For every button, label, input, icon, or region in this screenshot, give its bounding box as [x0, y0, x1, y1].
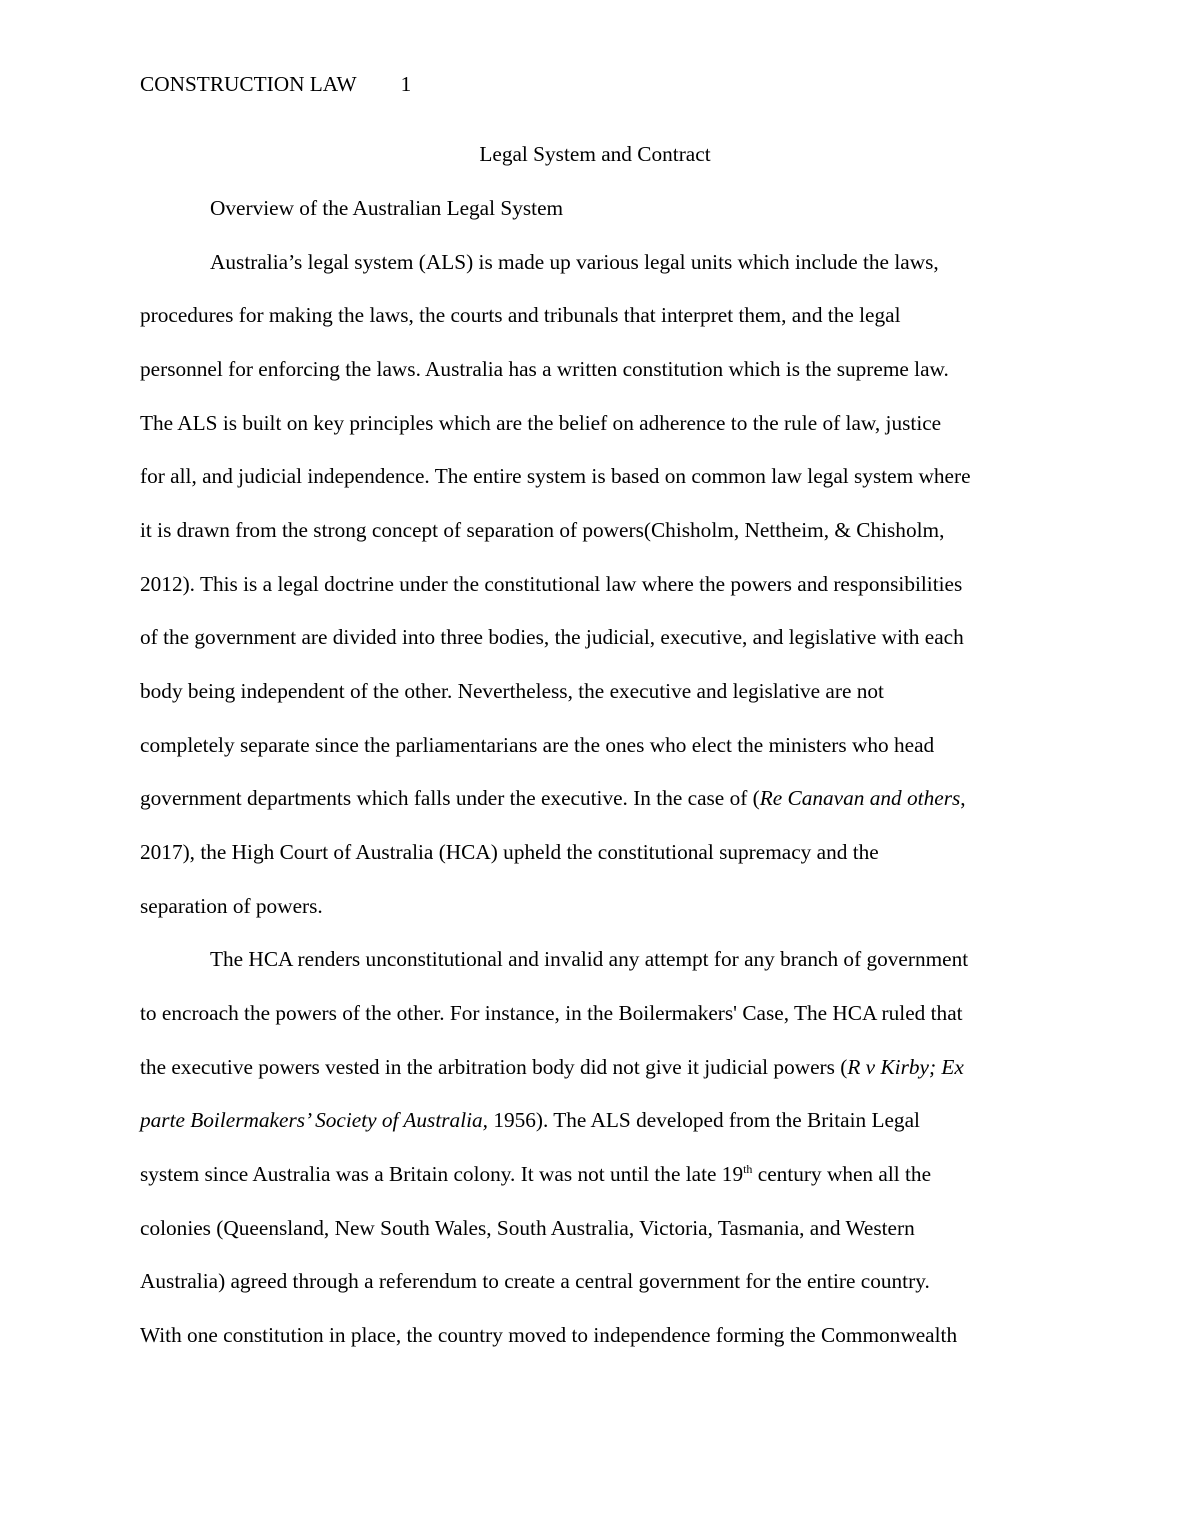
text-run: 1956). The ALS developed from the Britain Legal [488, 1108, 920, 1132]
text-run: century when all the [752, 1162, 932, 1186]
paragraph-line: Australia’s legal system (ALS) is made up various legal units which include the laws, [210, 250, 939, 274]
running-title: CONSTRUCTION LAW [140, 72, 357, 96]
page-number: 1 [400, 72, 412, 96]
paragraph-line: colonies (Queensland, New South Wales, South Australia, Victoria, Tasmania, and Western [140, 1216, 915, 1240]
paragraph-line: The ALS is built on key principles which are the belief on adherence to the rule of law, justice [140, 411, 942, 435]
paragraph-line: The HCA renders unconstitutional and invalid any attempt for any branch of government [210, 947, 969, 971]
paragraph-line: 2012). This is a legal doctrine under the constitutional law where the powers and responsibilities [140, 572, 963, 596]
paragraph-line [140, 784, 966, 812]
text-run: the executive powers vested in the arbitration body did not give it judicial powers ( [140, 1055, 848, 1079]
document-title: Legal System and Contract [479, 142, 711, 166]
paragraph-line: 2017), the High Court of Australia (HCA) upheld the constitutional supremacy and the [140, 840, 879, 864]
text-run: , [960, 786, 966, 810]
paragraph-line: it is drawn from the strong concept of separation of powers(Chisholm, Nettheim, & Chisholm, [140, 518, 945, 542]
paragraph-line: body being independent of the other. Nevertheless, the executive and legislative are not [140, 679, 884, 703]
paragraph-line [140, 1106, 920, 1134]
text-run: system since Australia was a Britain colony. It was not until the late 19 [140, 1162, 744, 1186]
section-heading: Overview of the Australian Legal System [210, 196, 564, 220]
paragraph-line [140, 1053, 964, 1081]
text-run: government departments which falls under the executive. In the case of ( [140, 786, 760, 810]
paragraph-line: procedures for making the laws, the courts and tribunals that interpret them, and the legal [140, 303, 901, 327]
case-citation: parte Boilermakers’ Society of Australia, [140, 1108, 488, 1132]
paragraph-line: to encroach the powers of the other. For instance, in the Boilermakers' Case, The HCA ruled that [140, 1001, 963, 1025]
paragraph-line: for all, and judicial independence. The entire system is based on common law legal system where [140, 464, 971, 488]
running-header [140, 70, 411, 98]
paragraph-line: of the government are divided into three bodies, the judicial, executive, and legislative with each [140, 625, 964, 649]
paragraph-line: Australia) agreed through a referendum to create a central government for the entire country. [140, 1269, 930, 1293]
ordinal-superscript: th [743, 1162, 753, 1176]
paragraph-line [140, 1160, 931, 1188]
paragraph-line: separation of powers. [140, 894, 323, 918]
case-citation: Re Canavan and others [759, 786, 961, 810]
paragraph-line: personnel for enforcing the laws. Australia has a written constitution which is the supreme law. [140, 357, 949, 381]
case-citation: R v Kirby; Ex [847, 1055, 964, 1079]
paragraph-line: completely separate since the parliamentarians are the ones who elect the ministers who head [140, 733, 935, 757]
paragraph-line: With one constitution in place, the country moved to independence forming the Commonwealth [140, 1323, 958, 1347]
